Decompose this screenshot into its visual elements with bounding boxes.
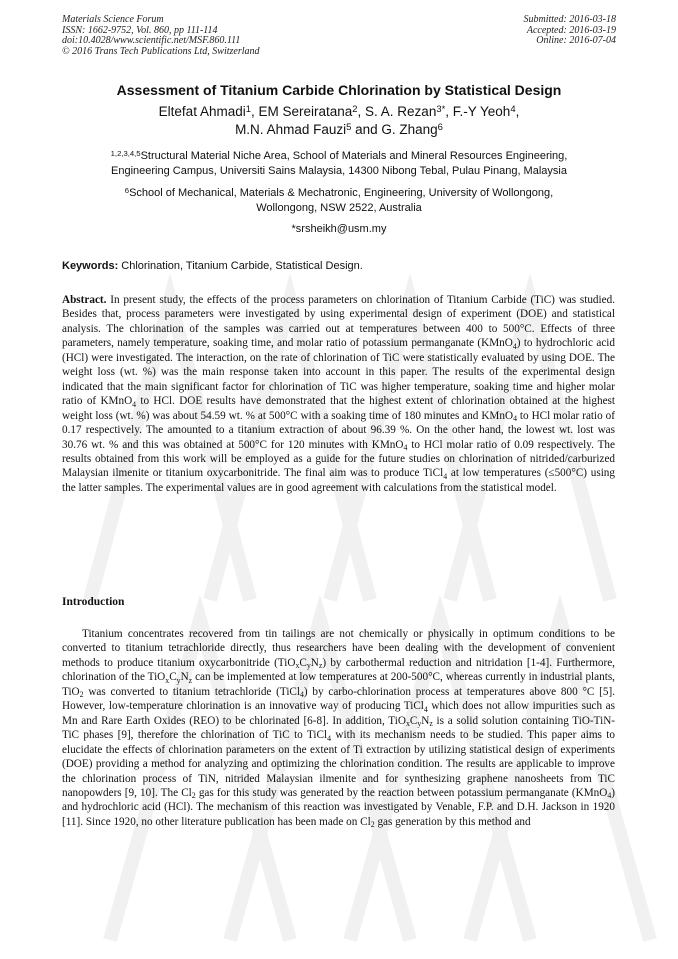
- subscript: 4: [512, 341, 517, 351]
- doi-line: doi:10.4028/www.scientific.net/MSF.860.111: [62, 35, 241, 46]
- body-text: N: [180, 671, 189, 684]
- online-date: Online: 2016-07-04: [536, 35, 616, 46]
- introduction-paragraph: [62, 627, 615, 829]
- body-text: N: [421, 714, 430, 727]
- author-name: and G. Zhang: [351, 122, 438, 137]
- abstract-text: to HCl. DOE results have demonstrated that the highest extent of chlorination obtained at the highest weight loss (wt. %) was about 54.59 wt. % at 500°C with a soaking time of 180 minutes and KMnO: [62, 395, 615, 422]
- author-sup: 6: [437, 121, 443, 133]
- submitted-date: Submitted: 2016-03-18: [523, 14, 616, 25]
- author-name: , EM Sereiratana: [250, 104, 353, 119]
- subscript: y: [176, 675, 181, 685]
- abstract-text: to HCl molar ratio of 0.09 respectively. The results obtained from this work will be employed as a guide for the future studies on chlorination of nitrided/carburized Malaysian ilmenite or titanium oxycarbonitride. The final aim was to produce TiCl: [62, 438, 615, 480]
- author-sup: 1: [245, 103, 251, 115]
- author-name: , F.-Y Yeoh: [445, 104, 511, 119]
- affiliation-text: Structural Material Niche Area, School of Materials and Mineral Resources Engineering,: [140, 150, 568, 162]
- subscript: 2: [79, 690, 84, 700]
- affiliation-sup: 6: [124, 185, 130, 195]
- paper-title: Assessment of Titanium Carbide Chlorination by Statistical Design: [116, 82, 562, 98]
- author-sup: 3*: [436, 103, 446, 115]
- affiliation-2: [30, 186, 648, 215]
- body-text: Titanium concentrates recovered from tin tailings are not chemically or physically in optimum conditions to be converted to titanium tetrachloride directly, thus researchers have been dealing with the development of convenient methods to produce titanium oxycarbonitride (TiO: [62, 628, 615, 669]
- section-heading-introduction: Introduction: [62, 596, 125, 608]
- author-name: , S. A. Rezan: [357, 104, 437, 119]
- abstract-text: In present study, the effects of the process parameters on chlorination of Titanium Carbide (TiC) was studied. Besides that, process parameters were investigated by using experimental design of experiment (DOE) and statistical analysis. The chlorination of the samples was carried out at temperatures between 400 to 500°C. Effects of three parameters, namely temperature, soaking time, and molar ratio of potassium permanganate (KMnO: [62, 294, 615, 350]
- abstract-text: ) to hydrochloric acid (HCl) were investigated. The interaction, on the rate of chlorination of TiC were statistically evaluated by using DOE. The weight loss (wt. %) was the main response taken into account in this paper. The results of the experimental design indicated that the main significant factor for chlorination of TiC was higher temperature, soaking time and higher molar ratio of KMnO: [62, 337, 615, 408]
- subscript: x: [405, 719, 410, 729]
- affiliation-line: [30, 149, 648, 164]
- body-text: ) and hydrochloric acid (HCl). The mechanism of this reaction was investigated by Venable, F.P. and D.H. Jackson in 1920 [11]. Since 1920, no other literature publication has been made on Cl: [62, 786, 615, 828]
- subscript: y: [417, 719, 422, 729]
- affiliation-sup: 1,2,3,4,5: [110, 148, 141, 158]
- body-text: is a solid solution containing TiO-TiN-TiC phases [9], therefore the chlorination of TiC to TiCl: [62, 714, 616, 742]
- abstract: [62, 293, 615, 495]
- body-text: can be implemented at low temperatures at 200-500°C, whereas currently in industrial plants, TiO: [62, 671, 615, 698]
- keywords-label: Keywords:: [62, 260, 119, 272]
- affiliation-line: [30, 186, 648, 201]
- author-line-1: [30, 103, 648, 121]
- body-text: N: [310, 656, 319, 669]
- subscript: 4: [513, 413, 517, 423]
- body-text: was converted to titanium tetrachloride (TiCl: [83, 685, 300, 698]
- corresponding-email: *srsheikh@usm.my: [291, 223, 387, 235]
- body-text: C: [409, 714, 418, 727]
- subscript: z: [188, 675, 193, 685]
- subscript: 2: [191, 791, 196, 801]
- author-name: M.N. Ahmad Fauzi: [235, 122, 347, 137]
- abstract-label: Abstract.: [62, 294, 107, 306]
- journal-info: [62, 15, 260, 57]
- affiliation-line: Engineering Campus, Universiti Sains Malaysia, 14300 Nibong Tebal, Pulau Pinang, Malaysia: [111, 164, 567, 177]
- subscript: x: [295, 661, 300, 671]
- subscript: 4: [327, 733, 332, 743]
- subscript: 2: [370, 820, 375, 830]
- author-sup: 2: [352, 103, 358, 115]
- author-sep: ,: [515, 104, 520, 119]
- author-list: [30, 103, 648, 139]
- subscript: 4: [132, 399, 137, 409]
- keywords: [62, 260, 622, 272]
- subscript: 4: [423, 704, 428, 714]
- subscript: y: [306, 661, 311, 671]
- subscript: z: [318, 661, 323, 671]
- issn-line: ISSN: 1662-9752, Vol. 860, pp 111-114: [62, 24, 218, 36]
- body-text: ) by carbothermal reduction and nitridation [1-4]. Furthermore, chlorination of the TiO: [62, 656, 615, 684]
- body-text: C: [169, 671, 177, 684]
- author-line-2: [30, 121, 648, 139]
- publication-dates: [524, 15, 617, 47]
- subscript: 4: [403, 442, 408, 452]
- author-name: Eltefat Ahmadi: [158, 104, 246, 119]
- subscript: x: [165, 675, 170, 685]
- body-text: C: [299, 656, 307, 669]
- accepted-date: Accepted: 2016-03-19: [526, 24, 616, 36]
- author-sup: 4: [510, 103, 516, 115]
- body-text: with its mechanism needs to be studied. This paper aims to elucidate the effects of chlorination parameters on the extent of Ti extraction by utilizing statistical design of experiments (DOE) providing a method for analyzing and optimizing the chlorination condition. The results are applicable to improve the chlorination process of TiN, nitrided Malaysian ilmenite and for synthesizing graphene nanosheets from TiC nanopowders [9, 10]. The Cl: [62, 729, 615, 799]
- subscript: 4: [300, 690, 304, 700]
- body-text: which does not allow impurities such as Mn and Rare Earth Oxides (REO) to be chlorinated [6-8]. In addition, TiO: [62, 700, 615, 727]
- abstract-text: at low temperatures (≤500°C) using the latter samples. The experimental values are in good agreement with calculations from the statistical model.: [62, 467, 615, 494]
- affiliation-line: Wollongong, NSW 2522, Australia: [256, 201, 422, 214]
- journal-name: Materials Science Forum: [62, 14, 164, 25]
- body-text: ) by carbo-chlorination process at temperatures above 800 °C [5]. However, low-temperature chlorination is an innovative way of producing TiCl: [62, 685, 615, 713]
- subscript: 4: [443, 471, 448, 481]
- abstract-text: to HCl molar ratio of 0.17 respectively. The amounted to a titanium extraction of about 96.39 %. On the other hand, the lowest wt. lost was 30.76 wt. % and this was obtained at 500°C for 120 minutes with KMnO: [62, 409, 615, 451]
- affiliation-text: School of Mechanical, Materials & Mechatronic, Engineering, University of Wollongong,: [129, 187, 554, 199]
- subscript: 4: [607, 791, 612, 801]
- affiliation-1: [30, 149, 648, 178]
- copyright-line: © 2016 Trans Tech Publications Ltd, Switzerland: [62, 45, 260, 57]
- keywords-text: Chlorination, Titanium Carbide, Statistical Design.: [118, 260, 363, 272]
- body-text: gas generation by this method and: [374, 815, 531, 828]
- body-text: gas for this study was generated by the reaction between potassium permanganate (KMnO: [195, 786, 608, 799]
- subscript: z: [429, 719, 433, 729]
- author-sup: 5: [346, 121, 352, 133]
